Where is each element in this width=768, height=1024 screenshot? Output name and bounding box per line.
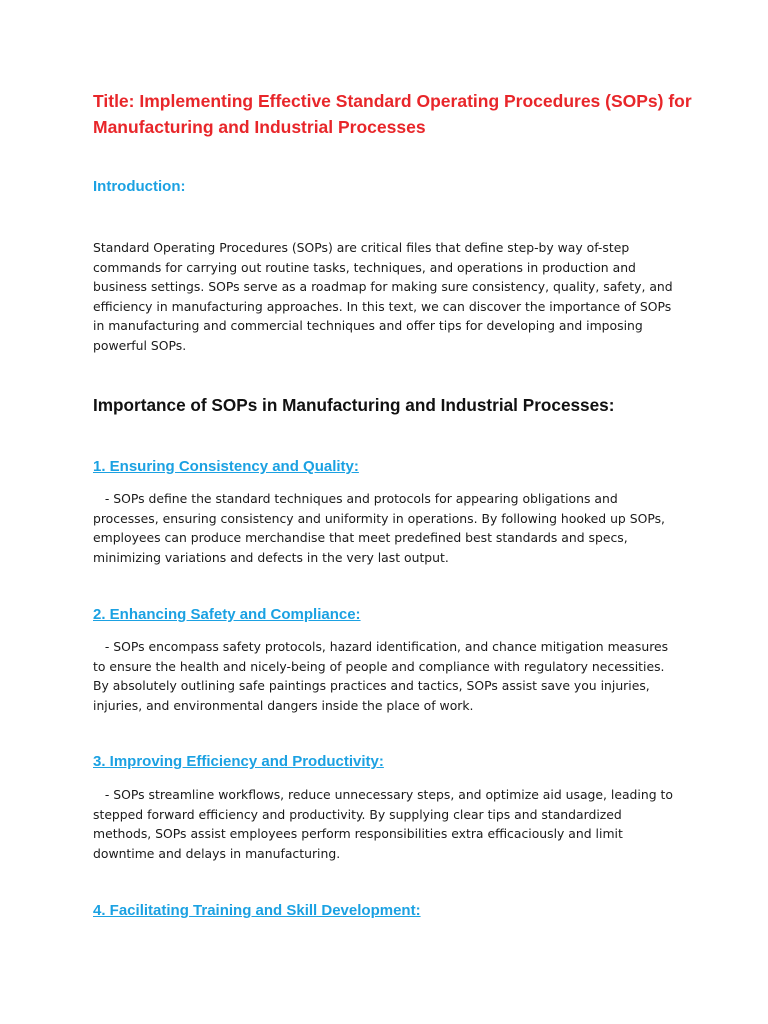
introduction-heading: Introduction: bbox=[93, 178, 186, 195]
section-3-paragraph: - SOPs streamline workflows, reduce unnecessary steps, and optimize aid usage, leading to stepped forward efficiency and productivity. By supplying clear tips and standardized methods, SOPs assist employees perform responsibilities extra efficaciously and limit downtime and delays in manufacturing. bbox=[93, 787, 677, 861]
document-title: Title: Implementing Effective Standard Operating Procedures (SOPs) for Manufacturing and Industrial Processes bbox=[93, 91, 692, 137]
section-2-paragraph: - SOPs encompass safety protocols, hazard identification, and chance mitigation measures to ensure the health and nicely-being of people and compliance with regulatory necessities. By absolutely outlining safe paintings practices and tactics, SOPs assist save you injuries, injuries, and environmental dangers inside the place of work. bbox=[93, 639, 673, 713]
importance-heading: Importance of SOPs in Manufacturing and Industrial Processes: bbox=[93, 395, 615, 415]
section-2-heading-link[interactable]: 2. Enhancing Safety and Compliance: bbox=[93, 606, 361, 623]
introduction-paragraph: Standard Operating Procedures (SOPs) are critical files that define step-by way of-step commands for carrying out routine tasks, techniques, and operations in production and business settings. SOPs serve as a roadmap for making sure consistency, quality, safety, and efficiency in manufacturing approaches. In this text, we can discover the importance of SOPs in manufacturing and commercial techniques and offer tips for developing and imposing powerful SOPs. bbox=[93, 240, 673, 353]
section-1-heading-link[interactable]: 1. Ensuring Consistency and Quality: bbox=[93, 458, 359, 475]
section-1-paragraph: - SOPs define the standard techniques and protocols for appearing obligations and processes, ensuring consistency and uniformity in operations. By following hooked up SOPs, employees can produce merchandise that meet predefined best standards and specs, minimizing variations and defects in the very last output. bbox=[93, 491, 669, 565]
section-4-heading-link[interactable]: 4. Facilitating Training and Skill Development: bbox=[93, 902, 421, 919]
section-3-heading-link[interactable]: 3. Improving Efficiency and Productivity: bbox=[93, 753, 384, 770]
